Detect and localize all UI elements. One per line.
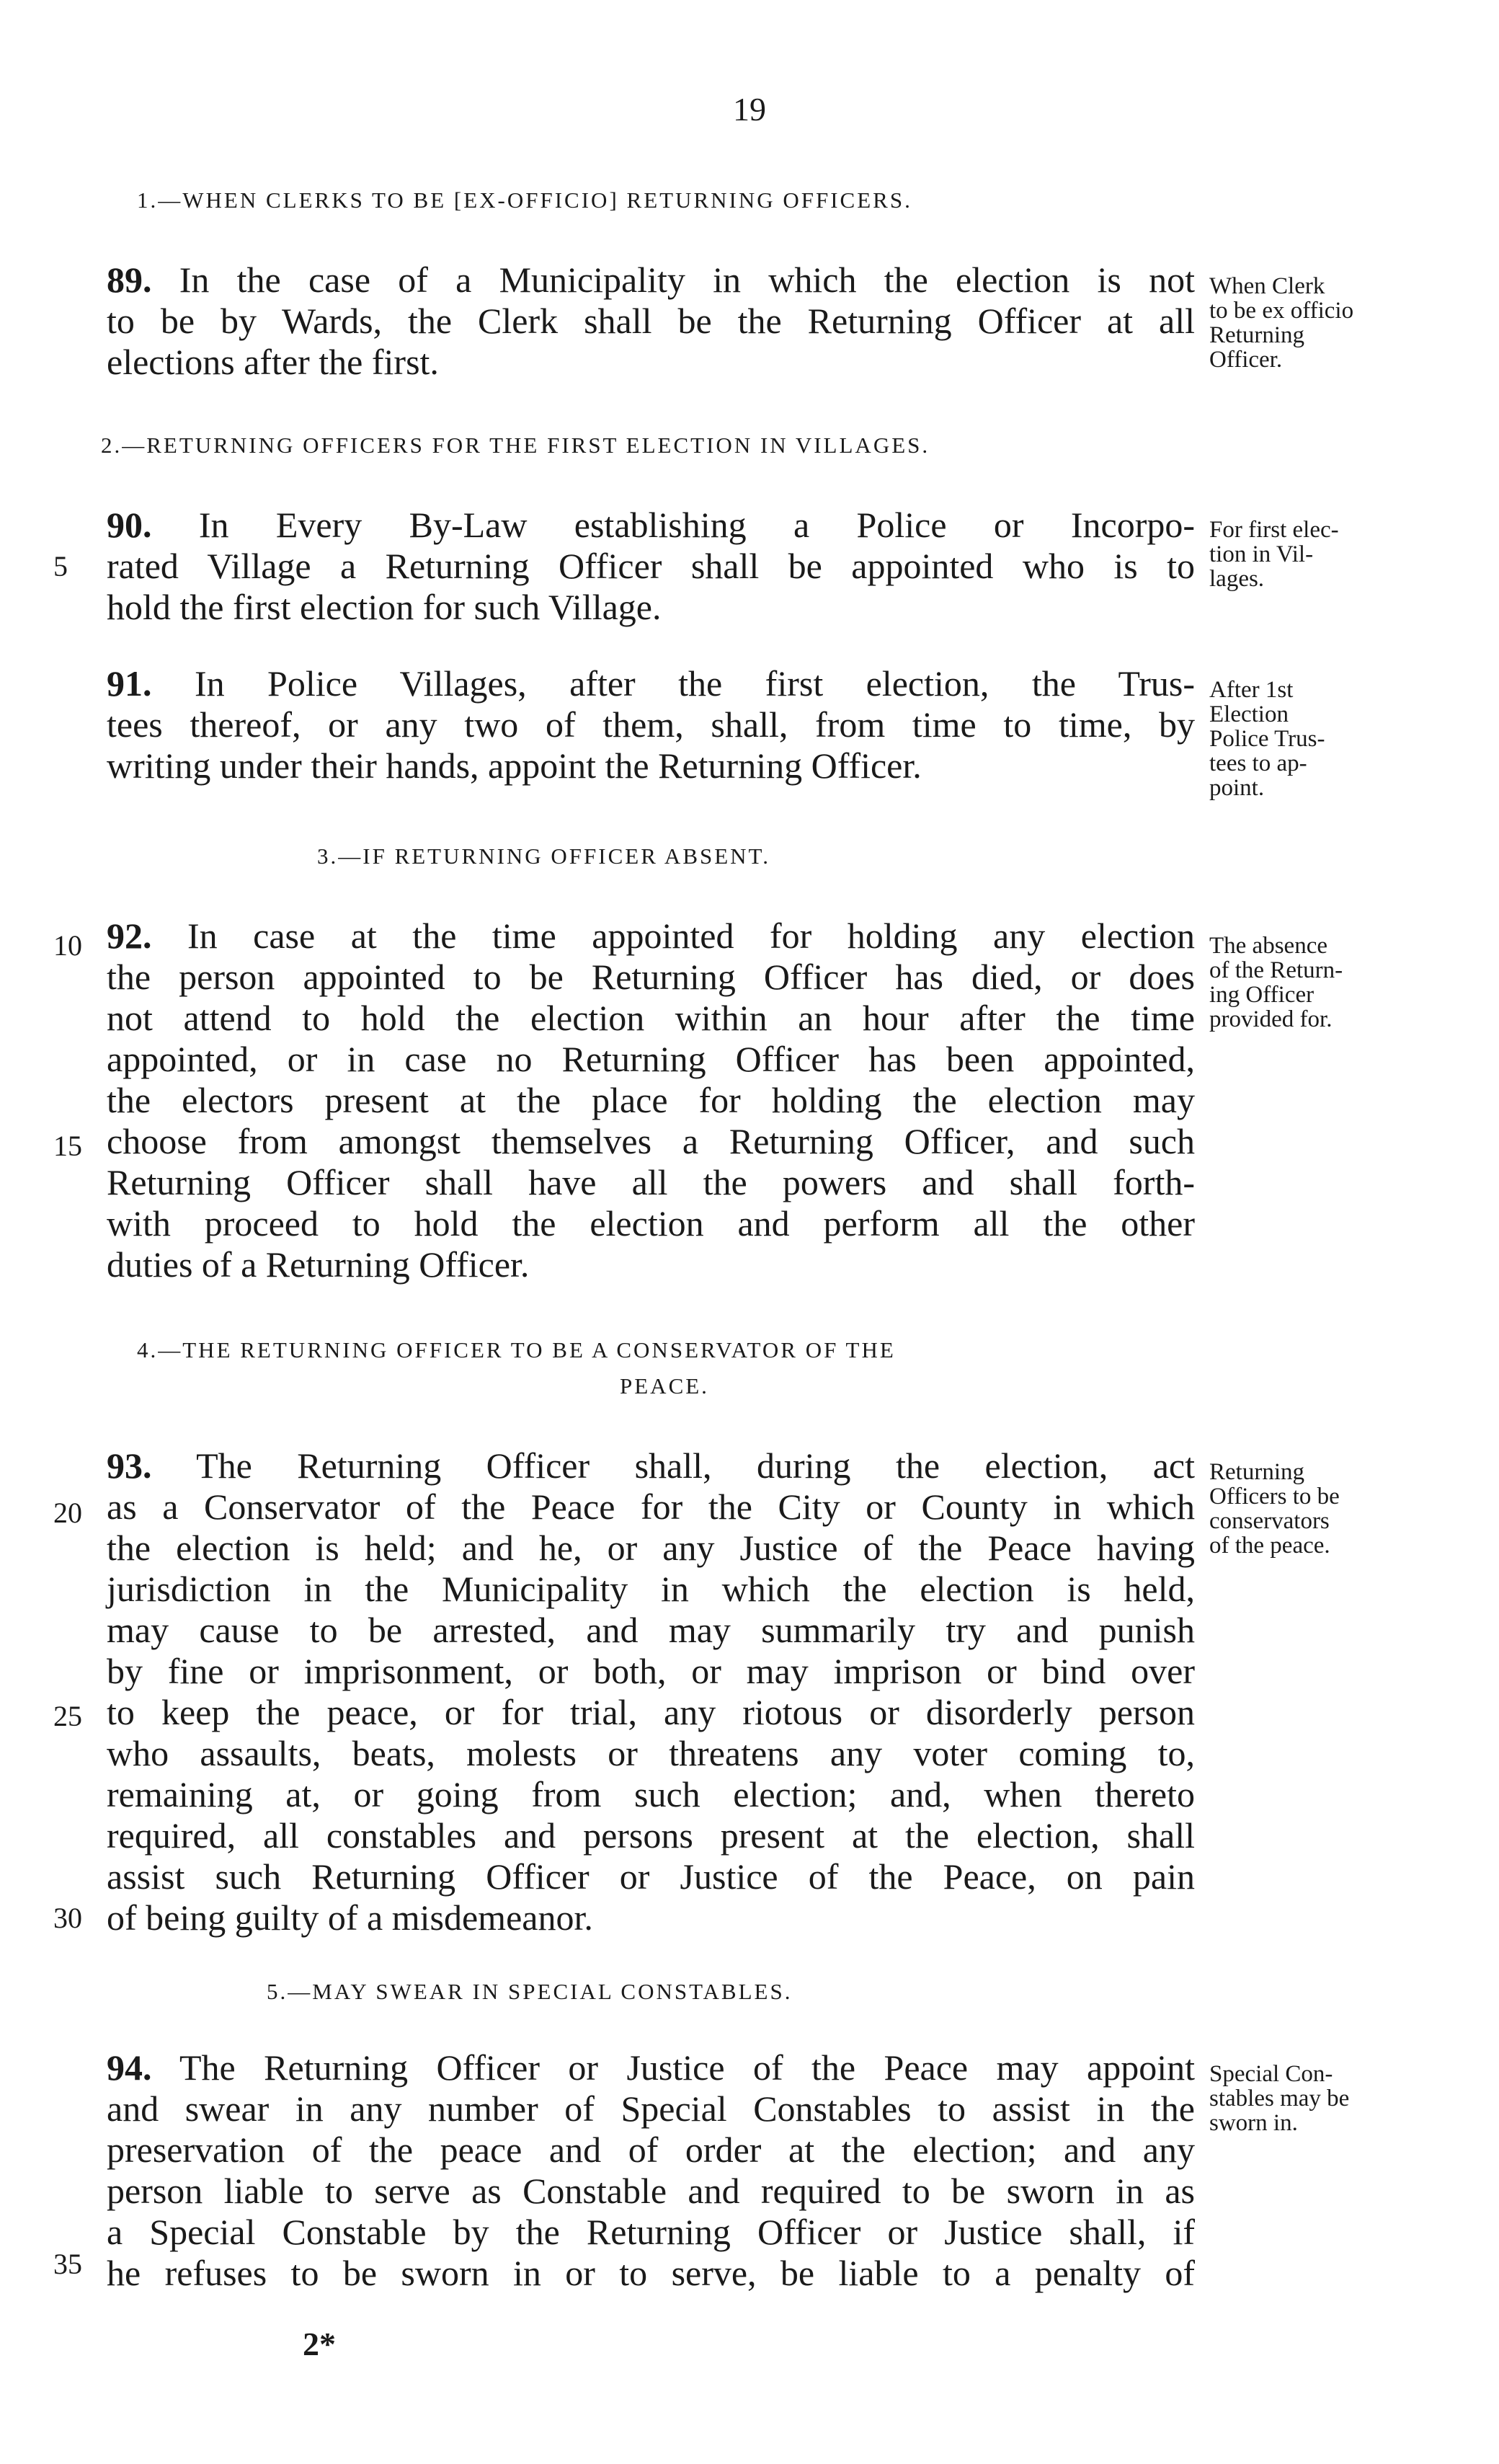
- margin-note-89: When Clerk to be ex officio Returning Officer.: [1209, 273, 1354, 373]
- section-heading-4: 4.—THE RETURNING OFFICER TO BE A CONSERVATOR OF THE: [137, 1337, 896, 1362]
- line-number: 20: [53, 1497, 82, 1529]
- section-number: 89.: [107, 260, 152, 300]
- margin-note-92: The absence of the Return- ing Officer provided for.: [1209, 933, 1343, 1032]
- section-number: 94.: [107, 2047, 152, 2088]
- section-92: 92. In case at the time appointed for holding any election the person appointed to be Returning Officer has died, or does not attend to hold the election within an hour after the time appointed, or in case no Returning Officer has been appointed, the electors present at the place for holding the election may choose from amongst themselves a Returning Officer, and such Returning Officer shall have all the powers and shall forth- with proceed to hold the election and perform all the other duties of a Returning Officer.: [107, 916, 1196, 1285]
- line-number: 15: [53, 1130, 82, 1162]
- section-heading-3: 3.—IF RETURNING OFFICER ABSENT.: [317, 843, 770, 869]
- section-number: 90.: [107, 505, 152, 545]
- line-number: 30: [53, 1902, 82, 1934]
- line-number: 25: [53, 1700, 82, 1732]
- section-94: 94. The Returning Officer or Justice of the Peace may appoint and swear in any number of Special Constables to assist in the preservation of the peace and of order at the election; and any person liable to serve as Constable and required to be sworn in as a Special Constable by the Returning Officer or Justice shall, if he refuses to be sworn in or to serve, be liable to a penalty of: [107, 2047, 1195, 2293]
- section-heading-1: 1.—WHEN CLERKS TO BE [EX-OFFICIO] RETURNING OFFICERS.: [137, 187, 912, 213]
- section-heading-2: 2.—RETURNING OFFICERS FOR THE FIRST ELECTION IN VILLAGES.: [101, 433, 930, 458]
- section-number: 93.: [107, 1445, 152, 1486]
- section-heading-5: 5.—MAY SWEAR IN SPECIAL CONSTABLES.: [267, 1979, 793, 2004]
- line-number: 10: [53, 929, 82, 962]
- section-90: 90. In Every By-Law establishing a Police or Incorpo- rated Village a Returning Officer shall be appointed who is to hold the first election for such Village.: [107, 505, 1195, 627]
- margin-note-91: After 1st Election Police Trus- tees to ap- point.: [1209, 677, 1325, 801]
- section-number: 92.: [107, 916, 152, 956]
- section-heading-4-cont: PEACE.: [620, 1373, 709, 1399]
- section-93: 93. The Returning Officer shall, during the election, act as a Conservator of the Peace for the City or County in which the election is held; and he, or any Justice of the Peace having jurisdiction in the Municipality in which the election is held, may cause to be arrested, and may summarily try and punish by fine or imprisonment, or both, or may imprison or bind over to keep the peace, or for trial, any riotous or disorderly person who assaults, beats, molests or threatens any voter coming to, remaining at, or going from such election; and, when thereto required, all constables and persons present at the election, shall assist such Returning Officer or Justice of the Peace, on pain of being guilty of a misdemeanor.: [107, 1445, 1195, 1938]
- section-91: 91. In Police Villages, after the first election, the Trus- tees thereof, or any two of them, shall, from time to time, by writing under their hands, appoint the Returning Officer.: [107, 663, 1196, 786]
- section-89: 89. In the case of a Municipality in which the election is not to be by Wards, the Clerk shall be the Returning Officer at all elections after the first.: [107, 260, 1196, 382]
- line-number: 35: [53, 2248, 82, 2280]
- margin-note-93: Returning Officers to be conservators of the peace.: [1209, 1459, 1340, 1559]
- page-number: 19: [733, 91, 766, 128]
- margin-note-94: Special Con- stables may be sworn in.: [1209, 2061, 1350, 2136]
- signature-mark: 2*: [303, 2326, 336, 2362]
- section-number: 91.: [107, 663, 152, 704]
- margin-note-90: For first elec- tion in Vil- lages.: [1209, 517, 1339, 592]
- line-number: 5: [53, 550, 68, 582]
